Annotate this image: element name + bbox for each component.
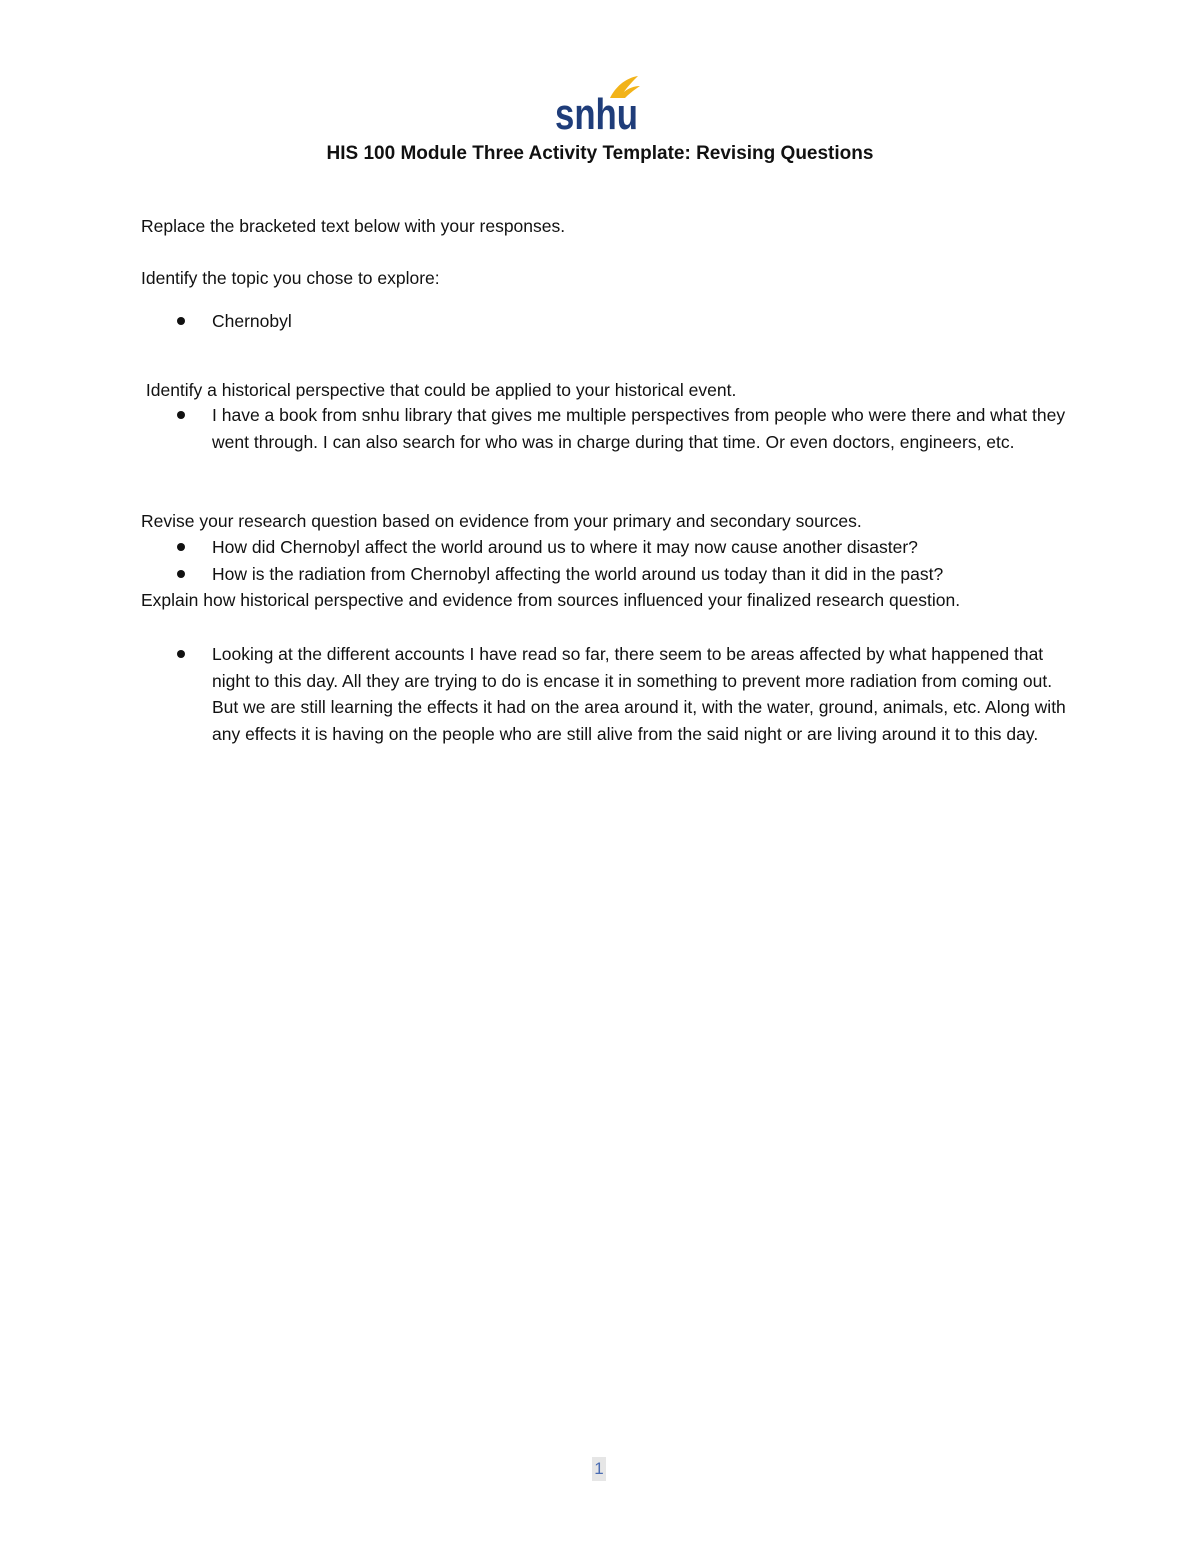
topic-prompt: Identify the topic you chose to explore: xyxy=(141,268,440,288)
perspective-prompt: Identify a historical perspective that could be applied to your historical event. xyxy=(141,380,737,400)
list-item-text: Chernobyl xyxy=(212,311,292,331)
topic-bullet-list xyxy=(141,308,1071,335)
list-item xyxy=(141,534,1071,561)
perspective-bullet-list xyxy=(141,402,1071,455)
revise-bullet-list xyxy=(141,534,1071,587)
instructions-text: Replace the bracketed text below with your responses. xyxy=(141,216,566,236)
bullet-dot-icon xyxy=(177,317,185,325)
list-item-text: Looking at the different accounts I have read so far, there seem to be areas affected by what happened that night to this day. All they are trying to do is encase it in something to prevent more radiation from coming out. But we are still learning the effects it had on the area around it, with the water, ground, animals, etc. Along with any effects it is having on the people who are still alive from the said night or are living around it to this day. xyxy=(212,644,1066,744)
bullet-dot-icon xyxy=(177,650,185,658)
bullet-dot-icon xyxy=(177,543,185,551)
snhu-logo xyxy=(552,72,644,139)
list-item-text: How did Chernobyl affect the world around us to where it may now cause another disaster? xyxy=(212,537,918,557)
explain-bullet-list xyxy=(141,641,1071,747)
explain-prompt: Explain how historical perspective and evidence from sources influenced your finalized research question. xyxy=(141,590,961,610)
list-item xyxy=(141,308,1071,335)
page-number: 1 xyxy=(592,1457,606,1481)
list-item xyxy=(141,402,1071,455)
revise-prompt: Revise your research question based on evidence from your primary and secondary sources. xyxy=(141,511,862,531)
page-title: HIS 100 Module Three Activity Template: Revising Questions xyxy=(326,143,874,164)
bullet-dot-icon xyxy=(177,570,185,578)
bullet-dot-icon xyxy=(177,411,185,419)
list-item xyxy=(141,561,1071,588)
logo-text: snhu xyxy=(555,90,638,139)
list-item-text: I have a book from snhu library that gives me multiple perspectives from people who were there and what they went through. I can also search for who was in charge during that time. Or even doctors, engineers, etc. xyxy=(212,405,1066,452)
list-item-text: How is the radiation from Chernobyl affecting the world around us today than it did in the past? xyxy=(212,563,944,584)
list-item xyxy=(141,641,1071,747)
